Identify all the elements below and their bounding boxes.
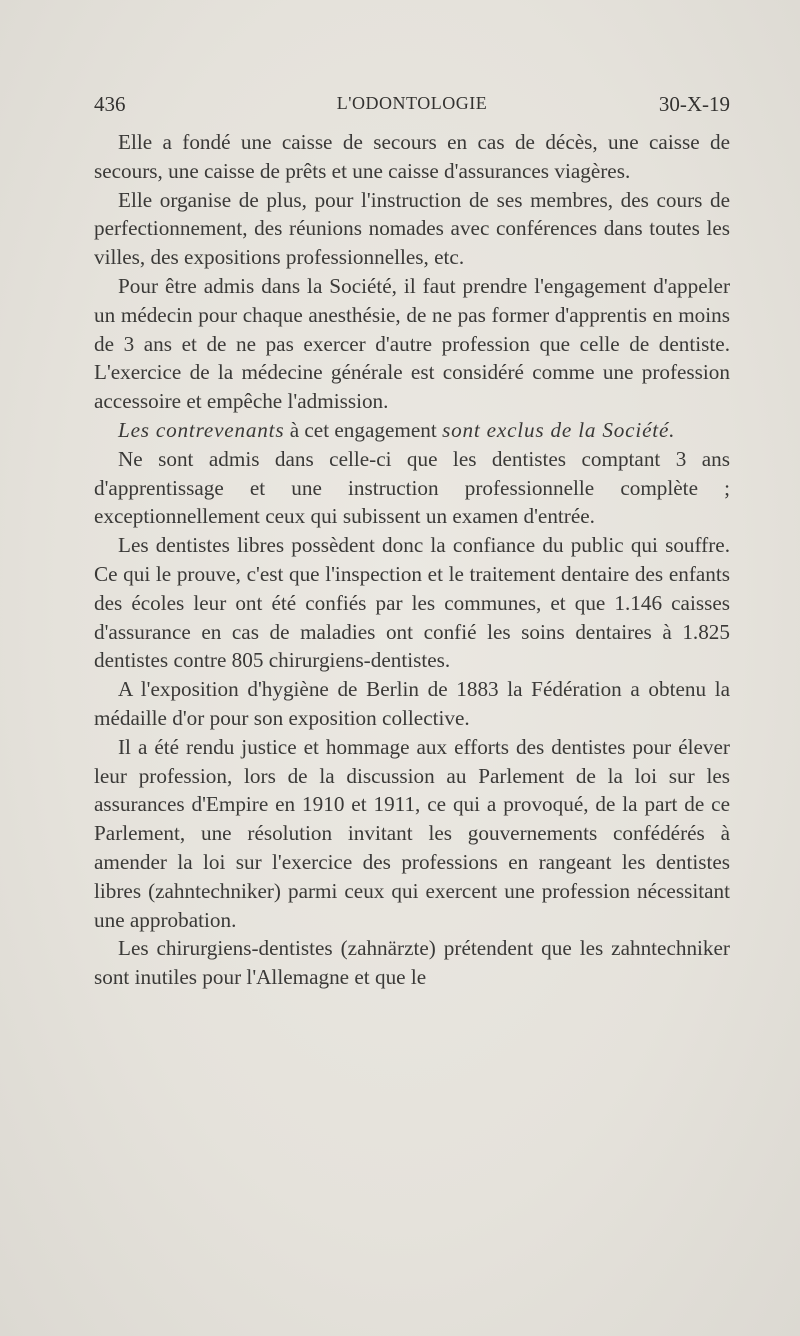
roman-phrase: à cet engagement [284,417,443,442]
italic-phrase: sont exclus de la Société. [442,417,676,442]
italic-paragraph [94,416,730,445]
italic-phrase: Les contrevenants [118,417,285,442]
page-number: 436 [94,92,126,116]
running-header [94,92,730,122]
paragraph: Elle a fondé une caisse de secours en cas de décès, une caisse de secours, une caisse de prêts et une caisse d'assurances viagères. [94,130,730,183]
paragraph: Pour être admis dans la Société, il faut prendre l'engagement d'appeler un médecin pour chaque anesthésie, de ne pas former d'apprentis en moins de 3 ans et de ne pas exercer d'autre profession que celle de dentiste. L'exercice de la médecine générale est considéré comme une profession accessoire et empêche l'admission. [94,273,730,414]
paragraph: Elle organise de plus, pour l'instruction de ses membres, des cours de perfectionnement, des réunions nomades avec conférences dans toutes les villes, des expositions professionnelles, etc. [94,187,730,270]
paragraph: Les chirurgiens-dentistes (zahnärzte) prétendent que les zahntechniker sont inutiles pour l'Allemagne et que le [94,936,730,990]
issue-date: 30-X-19 [658,92,730,116]
paragraph: A l'exposition d'hygiène de Berlin de 1883 la Fédération a obtenu la médaille d'or pour son exposition collective. [94,677,730,730]
paragraph: Il a été rendu justice et hommage aux efforts des dentistes pour élever leur profession, lors de la discussion au Parlement de la loi sur les assurances d'Empire en 1910 et 1911, ce qui a provoqué, de la part de ce Parlement, une résolution invitant les gouvernements confédérés à amender la loi sur l'exercice des professions en rangeant les dentistes libres (zahntechniker) parmi ceux qui exercent une profession nécessitant une approbation. [94,734,730,932]
paragraph: Les dentistes libres possèdent donc la confiance du public qui souffre. Ce qui le prouve, c'est que l'inspection et le traitement dentaire des enfants des écoles leur ont été confiés par les communes, et que 1.146 caisses d'assurance en cas de maladies ont confié les soins dentaires à 1.825 dentistes contre 805 chirurgiens-dentistes. [94,533,730,673]
journal-title: L'ODONTOLOGIE [336,93,488,113]
page-body [94,128,730,992]
paragraph: Ne sont admis dans celle-ci que les dentistes comptant 3 ans d'apprentissage et une instruction professionnelle complète ; exceptionnellement ceux qui subissent un examen d'entrée. [94,446,730,529]
